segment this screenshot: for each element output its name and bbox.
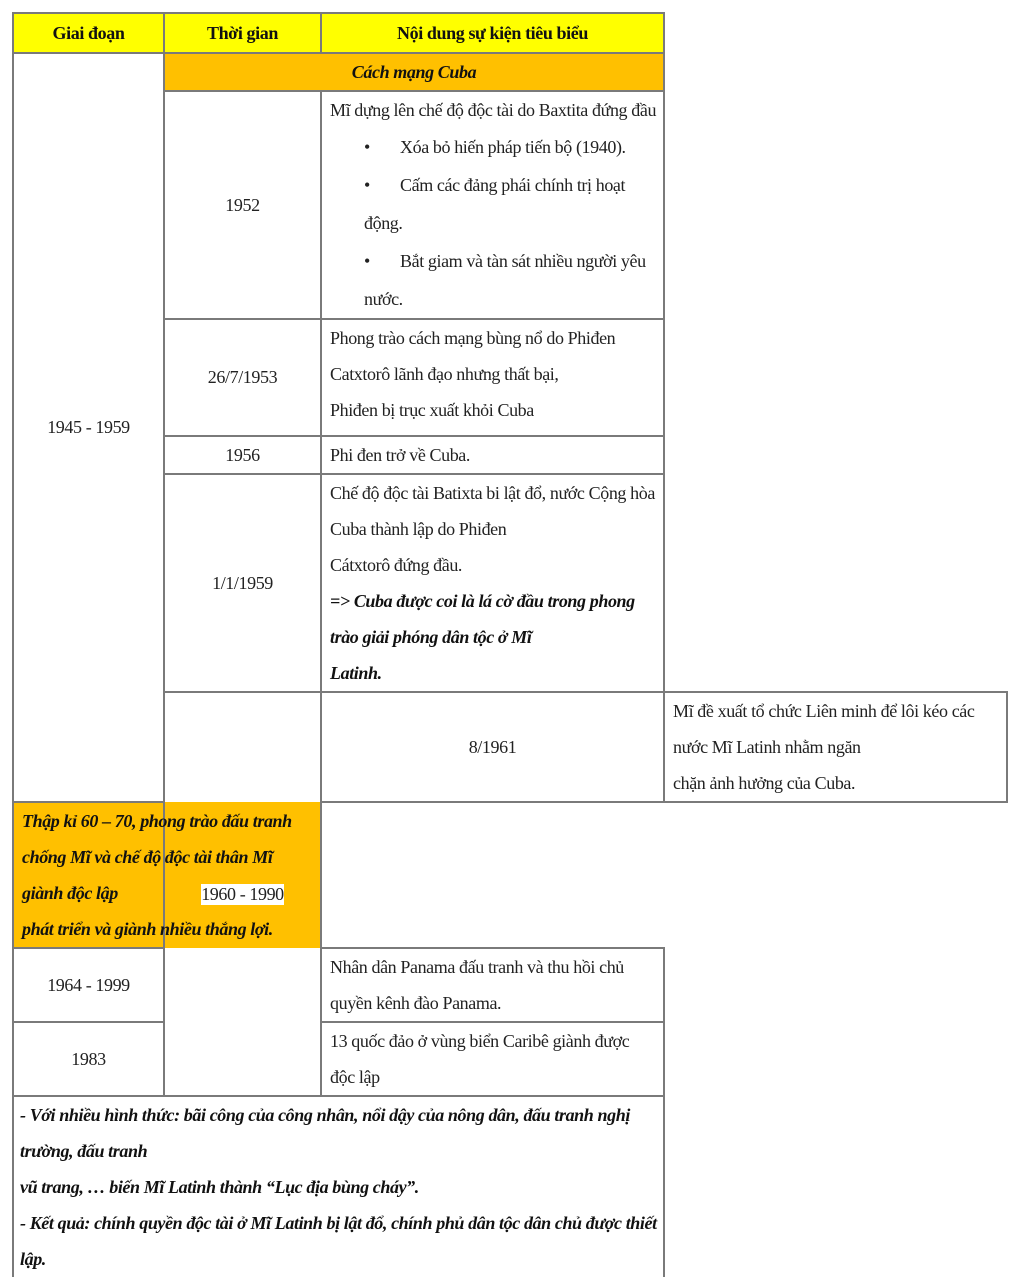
- time-cell: 1964 - 1999: [13, 948, 164, 1022]
- content-line: Phi đen trở về Cuba.: [330, 445, 470, 465]
- content-cell: [321, 91, 664, 319]
- highlight-cell: [13, 802, 321, 948]
- highlight-line: Thập kỉ 60 – 70, phong trào đấu tranh chống Mĩ và chế độ độc tài thân Mĩ giành độc lập: [22, 811, 292, 903]
- footer-cell: [13, 1096, 664, 1277]
- time-cell: 1956: [164, 436, 321, 474]
- content-line: Phong trào cách mạng bùng nổ do Phiđen Catxtorô lãnh đạo nhưng thất bại,: [330, 328, 616, 384]
- content-line: Mĩ dựng lên chế độ độc tài do Baxtita đứng đầu: [330, 100, 657, 120]
- period-1960-1990: 1960 - 1990: [201, 883, 284, 904]
- bullet-item: [330, 128, 657, 166]
- footer-line: vũ trang, … biến Mĩ Latinh thành “Lục địa bùng cháy”.: [20, 1177, 419, 1197]
- content-cell: [321, 436, 664, 474]
- content-line: 13 quốc đảo ở vùng biển Caribê giành được độc lập: [330, 1031, 630, 1087]
- content-cell: [321, 948, 664, 1022]
- history-table: [12, 12, 1008, 1277]
- bullet-text: Bắt giam và tàn sát nhiều người yêu nước.: [364, 251, 646, 309]
- table-row: [13, 948, 1007, 1022]
- bullet-text: Xóa bỏ hiến pháp tiến bộ (1940).: [400, 137, 626, 157]
- highlight-line: phát triển và giành nhiều thắng lợi.: [22, 919, 273, 939]
- time-cell: 26/7/1953: [164, 319, 321, 436]
- bullet-icon: •: [364, 251, 370, 271]
- conclusion-line: Latinh.: [330, 663, 382, 683]
- time-cell: 1/1/1959: [164, 474, 321, 692]
- header-time: Thời gian: [164, 13, 321, 53]
- bullet-item: [330, 166, 657, 242]
- content-line: Nhân dân Panama đấu tranh và thu hồi chủ quyền kênh đào Panama.: [330, 957, 624, 1013]
- period-1945-1959: 1945 - 1959: [47, 417, 130, 437]
- content-line: Phiđen bị trục xuất khỏi Cuba: [330, 400, 534, 420]
- content-cell: [321, 1022, 664, 1096]
- content-cell: [321, 474, 664, 692]
- footer-line: - Kết quả: chính quyền độc tài ở Mĩ Latinh bị lật đổ, chính phủ dân tộc dân chủ được thiết lập.: [20, 1213, 657, 1269]
- content-line: Mĩ đề xuất tổ chức Liên minh để lôi kéo các nước Mĩ Latinh nhằm ngăn: [673, 701, 975, 757]
- time-cell: 8/1961: [321, 692, 664, 802]
- bullet-icon: •: [364, 137, 370, 157]
- footer-row: [13, 1096, 1007, 1277]
- section-title-cuba: Cách mạng Cuba: [164, 53, 664, 91]
- bullet-icon: •: [364, 175, 370, 195]
- period-cell-1945-1959: [13, 53, 164, 802]
- highlight-row: [13, 802, 1007, 948]
- time-cell: 1952: [164, 91, 321, 319]
- table-row: [13, 1022, 1007, 1096]
- content-cell: [321, 319, 664, 436]
- header-row: [13, 13, 1007, 53]
- header-period: Giai đoạn: [13, 13, 164, 53]
- bullet-item: [330, 242, 657, 318]
- content-line: Chế độ độc tài Batixta bi lật đổ, nước Cộng hòa Cuba thành lập do Phiđen: [330, 483, 655, 539]
- footer-line: - Với nhiều hình thức: bãi công của công nhân, nổi dậy của nông dân, đấu tranh nghị trường, đấu tranh: [20, 1105, 630, 1161]
- content-line: Cátxtorô đứng đầu.: [330, 555, 463, 575]
- content-line: chặn ảnh hưởng của Cuba.: [673, 773, 856, 793]
- bullet-text: Cấm các đảng phái chính trị hoạt động.: [364, 175, 626, 233]
- content-cell: [664, 692, 1007, 802]
- time-cell: 1983: [13, 1022, 164, 1096]
- conclusion-line: => Cuba được coi là lá cờ đầu trong phong trào giải phóng dân tộc ở Mĩ: [330, 591, 635, 647]
- section-row-cuba: [13, 53, 1007, 91]
- header-content: Nội dung sự kiện tiêu biểu: [321, 13, 664, 53]
